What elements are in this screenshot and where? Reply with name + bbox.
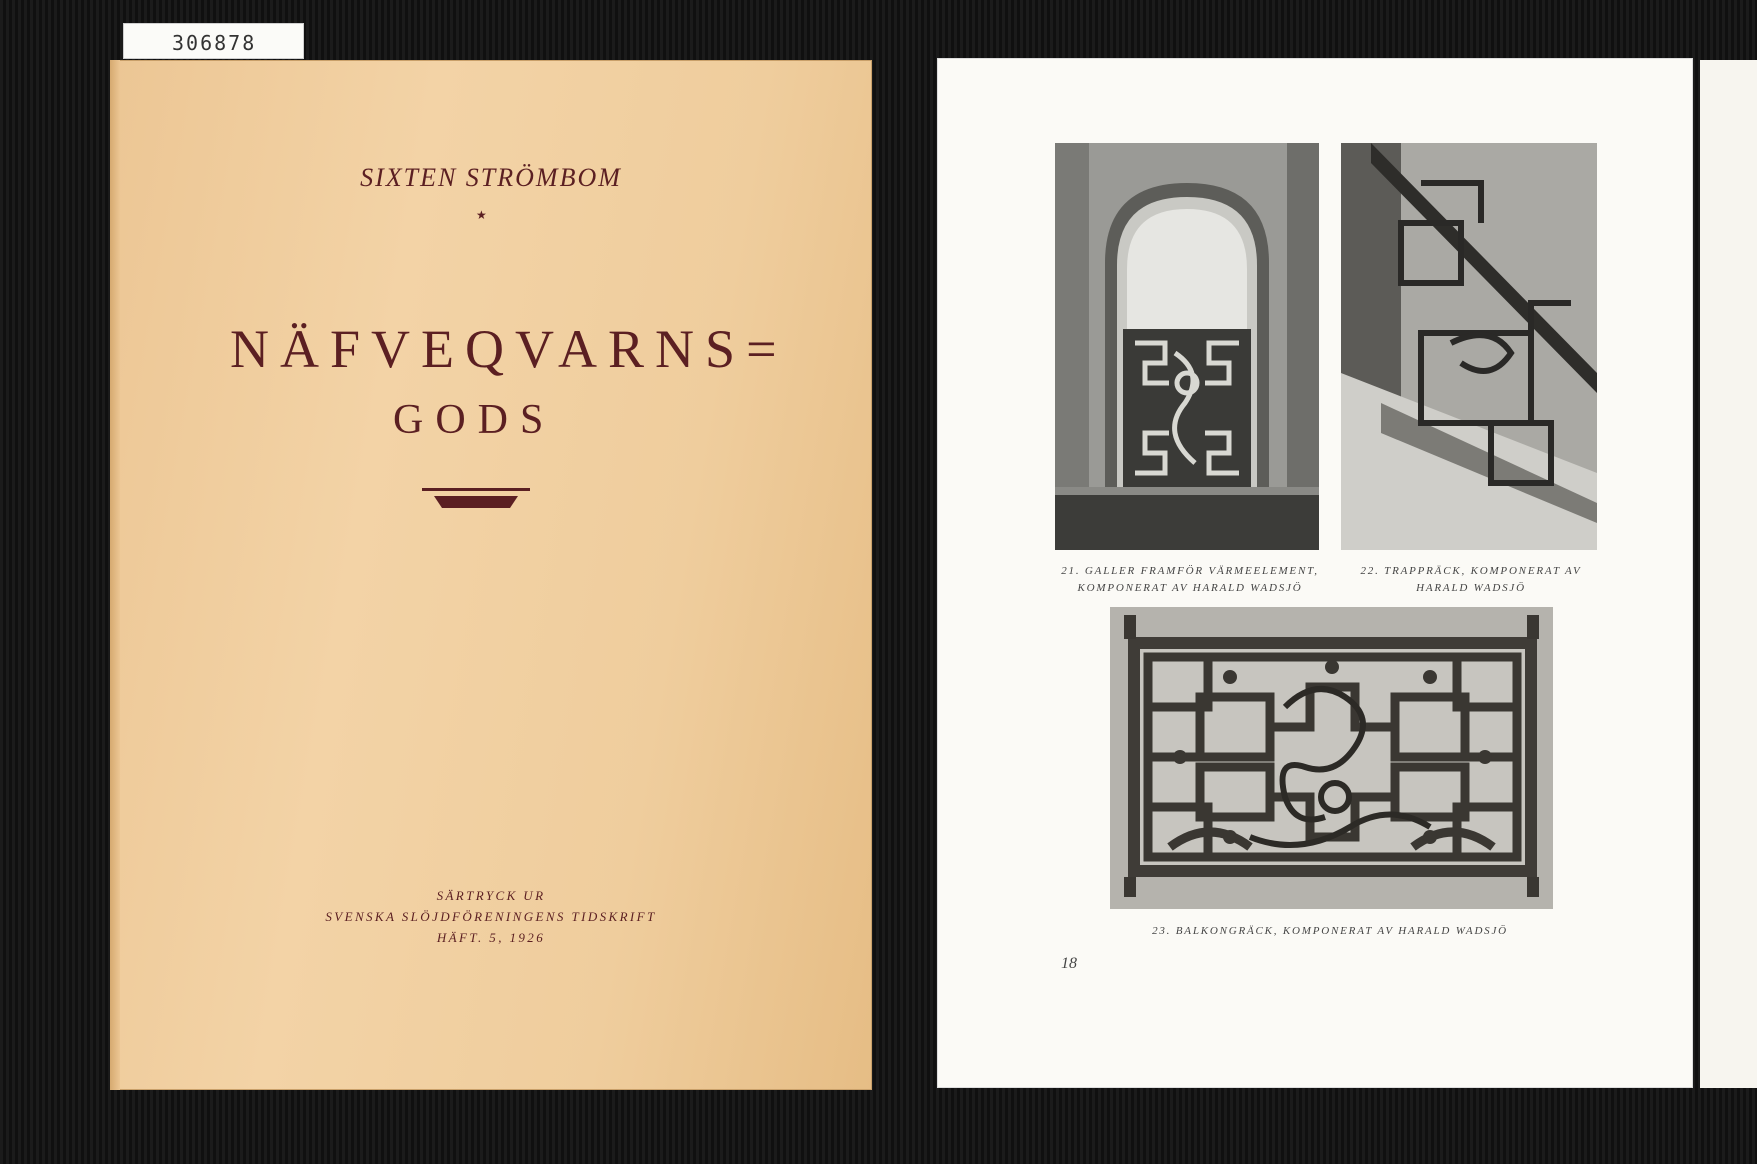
imprint-line-2: SVENSKA SLÖJDFÖRENINGENS TIDSKRIFT: [325, 909, 657, 924]
next-page-edge: [1700, 60, 1757, 1088]
photo-stair-railing: [1341, 143, 1597, 550]
caption-21-line2: KOMPONERAT AV HARALD WADSJÖ: [1077, 582, 1303, 594]
photo-balcony-railing: [1110, 607, 1553, 909]
caption-22: [1336, 563, 1606, 597]
cover-imprint: [110, 885, 872, 948]
caption-22-line2: HARALD WADSJÖ: [1416, 582, 1526, 594]
caption-21-line1: 21. GALLER FRAMFÖR VÄRMEELEMENT,: [1061, 565, 1319, 577]
photo-radiator-grille: [1055, 143, 1319, 550]
cover-title-line1: NÄFVEQVARNS=: [230, 319, 788, 379]
cover-author: SIXTEN STRÖMBOM: [360, 163, 622, 192]
catalog-number: 306878: [172, 31, 257, 55]
imprint-line-1: SÄRTRYCK UR: [436, 888, 546, 903]
imprint-line-3: HÄFT. 5, 1926: [436, 930, 546, 945]
catalog-number-label: [123, 23, 304, 59]
caption-21: [1050, 563, 1330, 597]
page-number: 18: [1061, 955, 1077, 972]
bowl-ornament-icon: [422, 488, 532, 518]
star-ornament: ★: [476, 208, 487, 222]
caption-23: 23. BALKONGRÄCK, KOMPONERAT AV HARALD WADSJÖ: [1152, 925, 1508, 937]
cover-title-line2: GODS: [393, 397, 556, 443]
caption-22-line1: 22. TRAPPRÄCK, KOMPONERAT AV: [1360, 565, 1582, 577]
booklet-cover: [110, 60, 872, 1090]
